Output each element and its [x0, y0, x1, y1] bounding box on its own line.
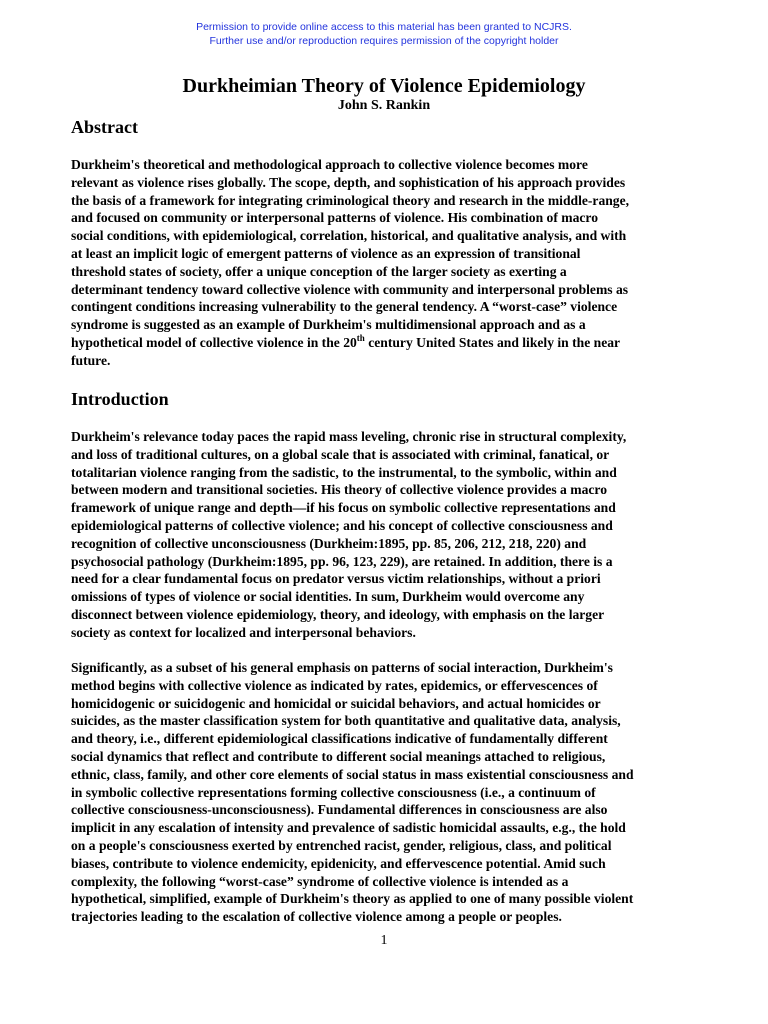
text-line: society as context for localized and interpersonal behaviors. [71, 624, 416, 640]
text-line: future. [71, 352, 111, 368]
text-line: hypothetical, simplified, example of Durkheim's theory as applied to one of many possible violent [71, 891, 634, 907]
text-line: method begins with collective violence as indicated by rates, epidemics, or effervescences of [71, 677, 598, 693]
document-author: John S. Rankin [337, 98, 431, 113]
introduction-paragraph-2 [71, 659, 711, 926]
text-line: in symbolic collective representations forming collective consciousness (i.e., a continuum of [71, 784, 596, 800]
permission-line-1: Permission to provide online access to this material has been granted to NCJRS. [196, 21, 572, 33]
text-line [71, 334, 711, 352]
abstract-paragraph [71, 156, 711, 370]
text-line: and loss of traditional cultures, on a global scale that is associated with criminal, fanatical, or [71, 446, 610, 462]
permission-line-2: Further use and/or reproduction requires permission of the copyright holder [209, 35, 559, 47]
text-line: omissions of types of violence or social identities. In sum, Durkheim would overcome any [71, 589, 585, 605]
text-line: social conditions, with epidemiological, correlation, historical, and qualitative analysis, and with [71, 228, 627, 244]
text-line: totalitarian violence ranging from the sadistic, to the instrumental, to the symbolic, within and [71, 464, 617, 480]
text-line: Durkheim's theoretical and methodological approach to collective violence becomes more [71, 157, 588, 172]
text-line: homicidogenic or suicidogenic and homicidal or suicidal behaviors, and actual homicides or [71, 695, 601, 711]
text-line: at least an implicit logic of emergent patterns of violence as an expression of transitional [71, 245, 581, 261]
text-line: Significantly, as a subset of his general emphasis on patterns of social interaction, Durkheim's [71, 660, 613, 675]
text-line: recognition of collective unconsciousness (Durkheim:1895, pp. 85, 206, 212, 218, 220) and [71, 535, 587, 551]
text-segment: century United States and likely in the near [364, 334, 621, 350]
text-line: collective consciousness-unconsciousness). Fundamental differences in consciousness are also [71, 802, 608, 818]
text-line: complexity, the following “worst-case” syndrome of collective violence is intended as a [71, 873, 569, 889]
superscript: th [356, 332, 365, 343]
text-line: need for a clear fundamental focus on predator versus victim relationships, without a priori [71, 571, 601, 587]
text-line: on a people's consciousness exerted by entrenched racist, gender, religious, class, and political [71, 837, 612, 853]
text-line: the basis of a framework for integrating criminological theory and research in the middle-range, [71, 192, 630, 208]
text-line: disconnect between violence epidemiology, theory, and ideology, with emphasis on the larger [71, 606, 605, 622]
text-line: determinant tendency toward collective violence with community and interpersonal problems as [71, 281, 629, 297]
text-line: social dynamics that reflect and contribute to different social meanings attached to religious, [71, 748, 606, 764]
page-number: 1 [380, 933, 388, 948]
introduction-heading: Introduction [71, 389, 169, 409]
text-line: and focused on community or interpersonal patterns of violence. His combination of macro [71, 210, 598, 226]
text-line: psychosocial pathology (Durkheim:1895, pp. 96, 123, 229), are retained. In addition, there is a [71, 553, 613, 569]
text-line: contingent conditions increasing vulnerability to the general tendency. A “worst-case” violence [71, 299, 618, 315]
text-line: relevant as violence rises globally. The scope, depth, and sophistication of his approach provides [71, 174, 626, 190]
text-line: between modern and transitional societies. His theory of collective violence provides a macro [71, 482, 607, 498]
text-line: ethnic, class, family, and other core elements of social status in mass existential consciousness and [71, 766, 634, 782]
text-line: and theory, i.e., different epidemiological classifications indicative of fundamentally different [71, 731, 608, 747]
text-line: implicit in any escalation of intensity and prevalence of sadistic homicidal assaults, e.g., the hold [71, 820, 626, 836]
text-segment: hypothetical model of collective violence in the 20 [71, 334, 357, 350]
text-line: suicides, as the master classification system for both quantitative and qualitative data, analysis, [71, 713, 621, 729]
document-title: Durkheimian Theory of Violence Epidemiology [182, 75, 586, 97]
text-line: threshold states of society, offer a unique conception of the larger society as exerting a [71, 263, 567, 279]
abstract-heading: Abstract [71, 117, 138, 137]
text-line: Durkheim's relevance today paces the rapid mass leveling, chronic rise in structural complexity, [71, 429, 627, 444]
text-line: trajectories leading to the escalation of collective violence among a people or peoples. [71, 909, 562, 925]
text-line: epidemiological patterns of collective violence; and his concept of collective consciousness and [71, 517, 613, 533]
permission-notice [0, 20, 768, 48]
text-line: syndrome is suggested as an example of Durkheim's multidimensional approach and as a [71, 317, 586, 333]
text-line: framework of unique range and depth—if his focus on symbolic collective representations and [71, 500, 616, 516]
introduction-paragraph-1 [71, 428, 711, 642]
text-line: biases, contribute to violence endemicity, epidenicity, and effervescence potential. Amid such [71, 855, 606, 871]
